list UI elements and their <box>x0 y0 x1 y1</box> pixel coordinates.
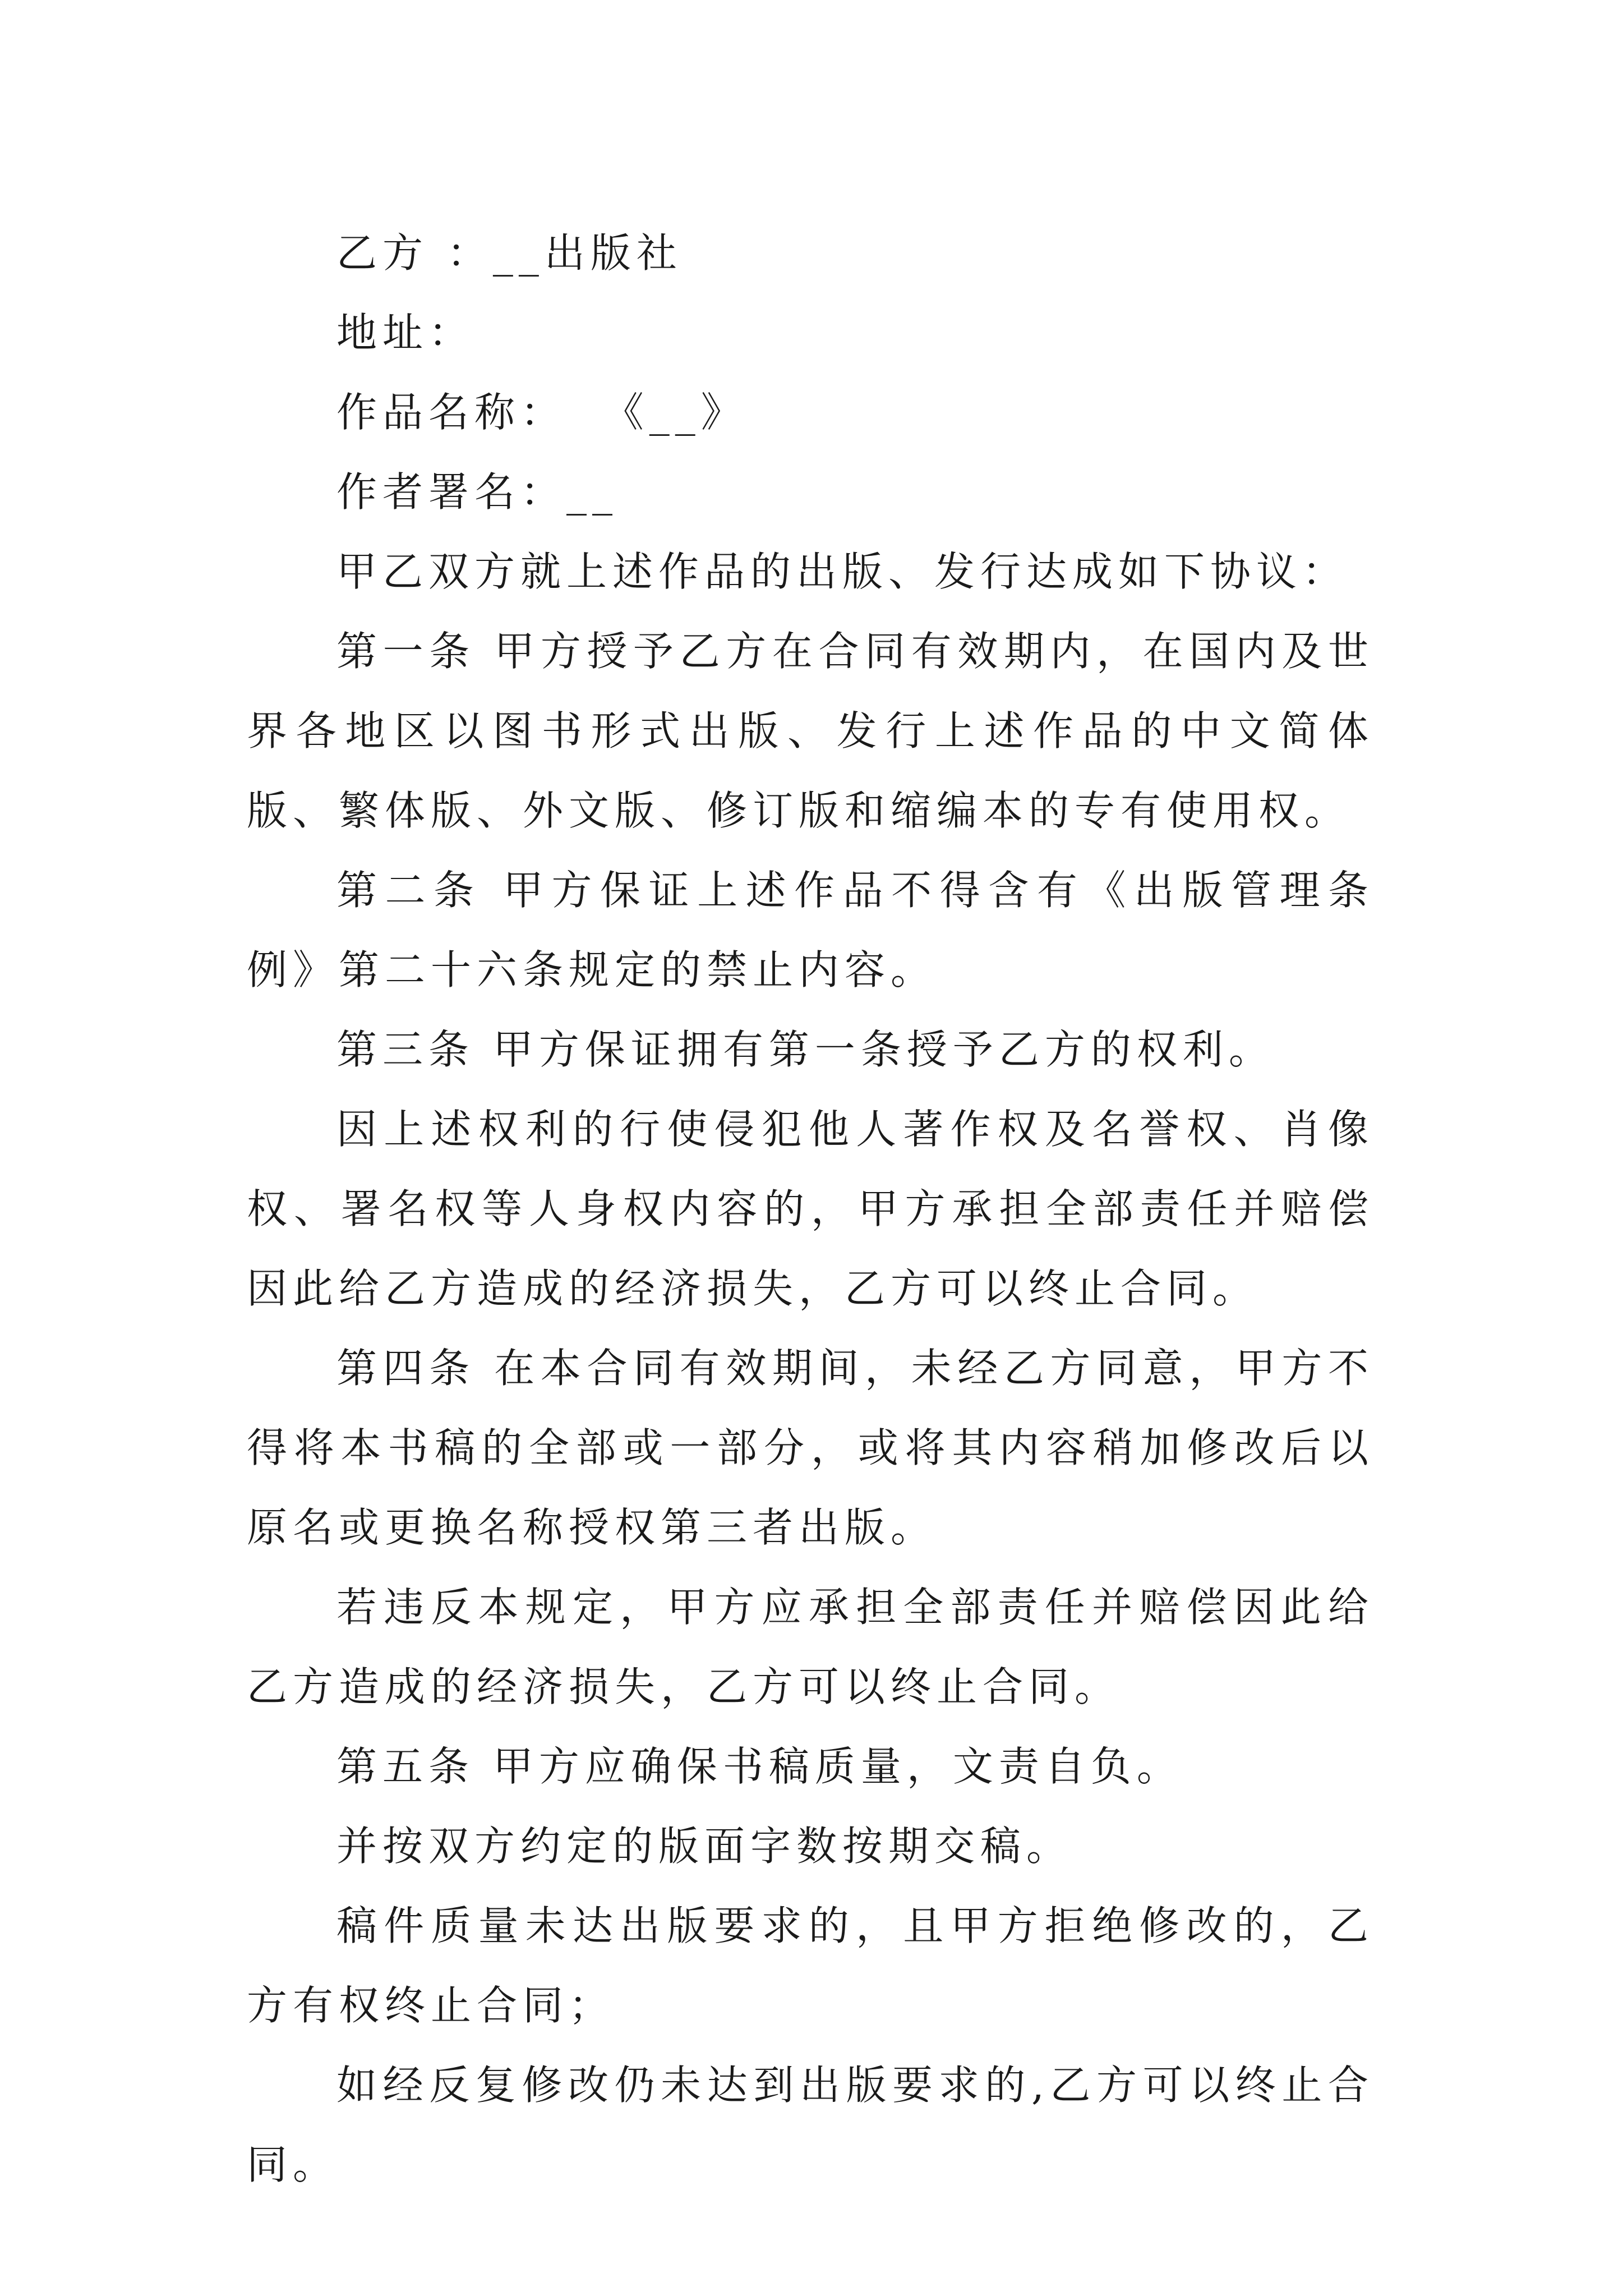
work-title-line: 作品名称： 《__》 <box>336 389 747 436</box>
article-2: 第二条 甲方保证上述作品不得含有《出版管理条例》第二十六条规定的禁止内容。 <box>247 867 1374 993</box>
article-1: 第一条 甲方授予乙方在合同有效期内，在国内及世界各地区以图书形式出版、发行上述作品的中文简体版、繁体版、外文版、修订版和缩编本的专有使用权。 <box>247 628 1374 834</box>
article-5: 第五条 甲方应确保书稿质量，文责自负。 <box>336 1743 1183 1790</box>
party-b-line: 乙方 ：__出版社 <box>336 229 683 277</box>
author-signature-line: 作者署名：__ <box>336 468 619 516</box>
article-3-liability: 因上述权利的行使侵犯他人著作权及名誉权、肖像权、署名权等人身权内容的，甲方承担全部责任并赔偿因此给乙方造成的经济损失，乙方可以终止合同。 <box>247 1106 1374 1312</box>
address-line: 地址： <box>336 309 475 356</box>
article-5-termination: 如经反复修改仍未达到出版要求的,乙方可以终止合同。 <box>247 2062 1374 2188</box>
agreement-intro: 甲乙双方就上述作品的出版、发行达成如下协议： <box>336 548 1349 595</box>
article-4: 第四条 在本合同有效期间，未经乙方同意，甲方不得将本书稿的全部或一部分，或将其内容稍加修改后以原名或更换名称授权第三者出版。 <box>247 1345 1374 1551</box>
article-4-liability: 若违反本规定，甲方应承担全部责任并赔偿因此给乙方造成的经济损失，乙方可以终止合同。 <box>247 1584 1374 1710</box>
article-5-quality: 稿件质量未达出版要求的，且甲方拒绝修改的，乙方有权终止合同； <box>247 1902 1374 2029</box>
article-3: 第三条 甲方保证拥有第一条授予乙方的权利。 <box>336 1026 1275 1073</box>
document-body <box>247 213 1374 2205</box>
article-5-deadline: 并按双方约定的版面字数按期交稿。 <box>336 1823 1073 1870</box>
